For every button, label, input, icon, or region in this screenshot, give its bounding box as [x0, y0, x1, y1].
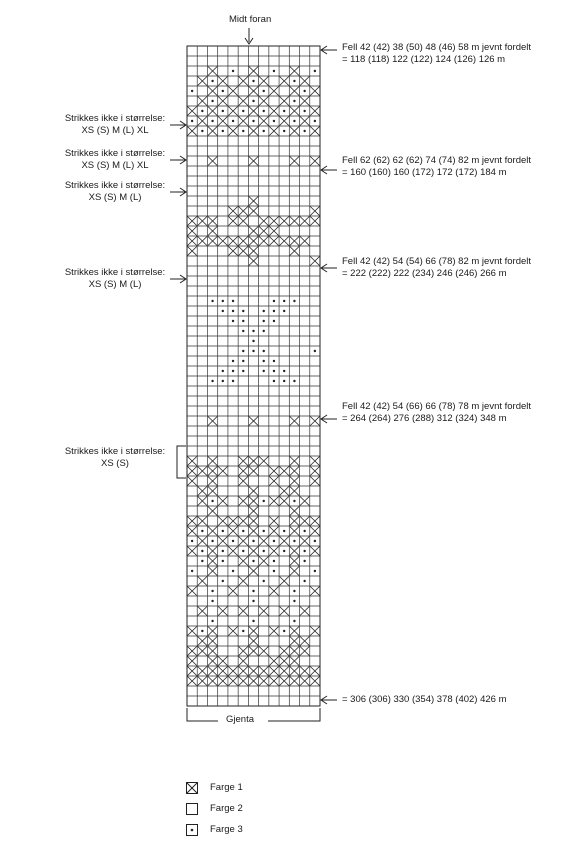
cross-symbol-icon — [186, 782, 198, 794]
dot-stitch — [191, 570, 193, 572]
dot-stitch — [314, 350, 316, 352]
dot-stitch — [252, 590, 254, 592]
dot-stitch — [201, 550, 203, 552]
dot-stitch — [252, 540, 254, 542]
dot-stitch — [273, 320, 275, 322]
dot-stitch — [252, 340, 254, 342]
dot-stitch — [201, 530, 203, 532]
right-note-1-line1: Fell 42 (42) 38 (50) 48 (46) 58 m jevnt fordelt — [342, 42, 532, 53]
dot-stitch — [211, 80, 213, 82]
dot-stitch — [211, 500, 213, 502]
left-note-3-line2: XS (S) M (L) — [88, 192, 142, 203]
dot-stitch — [211, 100, 213, 102]
dot-stitch — [222, 310, 224, 312]
dot-stitch — [314, 120, 316, 122]
right-note-2-line2: = 160 (160) 160 (172) 172 (172) 184 m — [342, 167, 507, 178]
dot-stitch — [222, 110, 224, 112]
dot-stitch — [273, 300, 275, 302]
dot-stitch — [201, 630, 203, 632]
dot-stitch — [232, 70, 234, 72]
dot-stitch — [303, 110, 305, 112]
dot-stitch — [191, 90, 193, 92]
dot-stitch — [283, 380, 285, 382]
dot-stitch — [263, 550, 265, 552]
dot-stitch — [242, 630, 244, 632]
dot-stitch — [242, 370, 244, 372]
dot-stitch — [211, 600, 213, 602]
dot-stitch — [293, 380, 295, 382]
dot-stitch — [242, 350, 244, 352]
dot-stitch — [232, 320, 234, 322]
dot-stitch — [222, 560, 224, 562]
dot-stitch — [314, 540, 316, 542]
dot-stitch — [263, 130, 265, 132]
dot-stitch — [232, 570, 234, 572]
left-note-3-line1: Strikkes ikke i størrelse: — [64, 180, 166, 191]
dot-stitch — [314, 570, 316, 572]
dot-stitch — [273, 360, 275, 362]
left-note-1-line2: XS (S) M (L) XL — [81, 125, 149, 136]
dot-stitch — [303, 560, 305, 562]
left-note-2-line2: XS (S) M (L) XL — [81, 160, 149, 171]
dot-stitch — [303, 130, 305, 132]
dot-stitch — [252, 100, 254, 102]
dot-stitch — [222, 130, 224, 132]
dot-stitch — [273, 120, 275, 122]
legend-label-farge-1: Farge 1 — [210, 782, 243, 793]
dot-stitch — [283, 300, 285, 302]
dot-stitch — [211, 300, 213, 302]
dot-stitch — [222, 300, 224, 302]
dot-stitch — [232, 540, 234, 542]
right-note-3-line2: = 222 (222) 222 (234) 246 (246) 266 m — [342, 268, 507, 279]
dot-stitch — [273, 540, 275, 542]
left-note-1-line1: Strikkes ikke i størrelse: — [64, 113, 166, 124]
dot-stitch — [273, 560, 275, 562]
dot-stitch — [252, 80, 254, 82]
dot-stitch — [222, 370, 224, 372]
repeat-bracket-left — [187, 708, 218, 721]
repeat-bracket-right — [268, 708, 320, 721]
dot-stitch — [242, 330, 244, 332]
dot-stitch — [222, 550, 224, 552]
dot-stitch — [283, 110, 285, 112]
repeat-label: Gjenta — [226, 714, 254, 725]
dot-stitch — [242, 550, 244, 552]
dot-stitch — [283, 370, 285, 372]
dot-stitch — [273, 570, 275, 572]
dot-stitch — [191, 120, 193, 122]
dot-stitch — [314, 70, 316, 72]
dot-stitch — [263, 90, 265, 92]
dot-stitch — [232, 310, 234, 312]
right-note-2-line1: Fell 62 (62) 62 (62) 74 (74) 82 m jevnt fordelt — [342, 155, 532, 166]
dot-stitch — [211, 590, 213, 592]
dot-stitch — [303, 90, 305, 92]
dot-stitch — [242, 530, 244, 532]
dot-stitch — [252, 350, 254, 352]
dot-stitch — [201, 110, 203, 112]
right-note-3-line1: Fell 42 (42) 54 (54) 66 (78) 82 m jevnt fordelt — [342, 256, 532, 267]
dot-stitch — [283, 530, 285, 532]
legend-label-farge-2: Farge 2 — [210, 803, 243, 814]
dot-stitch — [211, 120, 213, 122]
dot-stitch — [242, 310, 244, 312]
dot-stitch — [293, 620, 295, 622]
dot-stitch — [232, 360, 234, 362]
dot-stitch — [242, 360, 244, 362]
left-note-5-line1: Strikkes ikke i størrelse: — [64, 446, 166, 457]
dot-stitch — [263, 310, 265, 312]
dot-stitch — [303, 530, 305, 532]
dot-stitch — [252, 330, 254, 332]
dot-stitch — [283, 310, 285, 312]
dot-stitch — [283, 130, 285, 132]
legend-label-farge-3: Farge 3 — [210, 824, 243, 835]
front-center-label: Midt foran — [229, 14, 272, 25]
dot-stitch — [242, 130, 244, 132]
right-note-1-line2: = 118 (118) 122 (122) 124 (126) 126 m — [342, 54, 506, 65]
right-note-4-line2: = 264 (264) 276 (288) 312 (324) 348 m — [342, 413, 507, 424]
dot-stitch — [232, 300, 234, 302]
dot-stitch — [293, 120, 295, 122]
dot-stitch — [263, 360, 265, 362]
dot-stitch — [303, 550, 305, 552]
size-bracket — [177, 446, 186, 478]
dot-stitch — [283, 630, 285, 632]
dot-stitch — [252, 560, 254, 562]
dot-stitch — [232, 370, 234, 372]
dot-stitch — [211, 620, 213, 622]
left-note-5-line2: XS (S) — [101, 458, 129, 469]
dot-stitch — [293, 500, 295, 502]
dot-stitch — [222, 380, 224, 382]
empty-square-icon — [186, 803, 198, 815]
dot-stitch — [222, 90, 224, 92]
dot-stitch — [273, 380, 275, 382]
right-note-4-line1: Fell 42 (42) 54 (66) 66 (78) 78 m jevnt fordelt — [342, 401, 532, 412]
dot-stitch — [263, 530, 265, 532]
dot-stitch — [252, 620, 254, 622]
dot-stitch — [263, 580, 265, 582]
dot-stitch — [201, 130, 203, 132]
dot-stitch — [211, 380, 213, 382]
left-note-2-line1: Strikkes ikke i størrelse: — [64, 148, 166, 159]
dot-stitch — [293, 540, 295, 542]
dot-stitch — [293, 590, 295, 592]
left-note-4-line1: Strikkes ikke i størrelse: — [64, 267, 166, 278]
dot-stitch — [222, 580, 224, 582]
dot-stitch — [232, 120, 234, 122]
dot-stitch — [263, 110, 265, 112]
dot-stitch — [273, 310, 275, 312]
dot-stitch — [263, 370, 265, 372]
right-note-5: = 306 (306) 330 (354) 378 (402) 426 m — [342, 694, 507, 705]
dot-stitch — [273, 70, 275, 72]
dot-symbol-icon — [186, 824, 198, 836]
dot-stitch — [232, 380, 234, 382]
left-note-4-line2: XS (S) M (L) — [88, 279, 142, 290]
dot-stitch — [293, 600, 295, 602]
dot-stitch — [263, 320, 265, 322]
dot-stitch — [303, 580, 305, 582]
dot-stitch — [222, 530, 224, 532]
dot-stitch — [293, 100, 295, 102]
dot-stitch — [191, 540, 193, 542]
dot-stitch — [252, 600, 254, 602]
dot-stitch — [273, 370, 275, 372]
dot-stitch — [263, 330, 265, 332]
dot-stitch — [263, 350, 265, 352]
dot-stitch — [283, 550, 285, 552]
dot-stitch — [242, 110, 244, 112]
dot-stitch — [252, 120, 254, 122]
dot-stitch — [263, 500, 265, 502]
dot-stitch — [211, 540, 213, 542]
dot-stitch — [242, 320, 244, 322]
dot-stitch — [293, 300, 295, 302]
dot-stitch — [293, 80, 295, 82]
dot-stitch — [201, 560, 203, 562]
